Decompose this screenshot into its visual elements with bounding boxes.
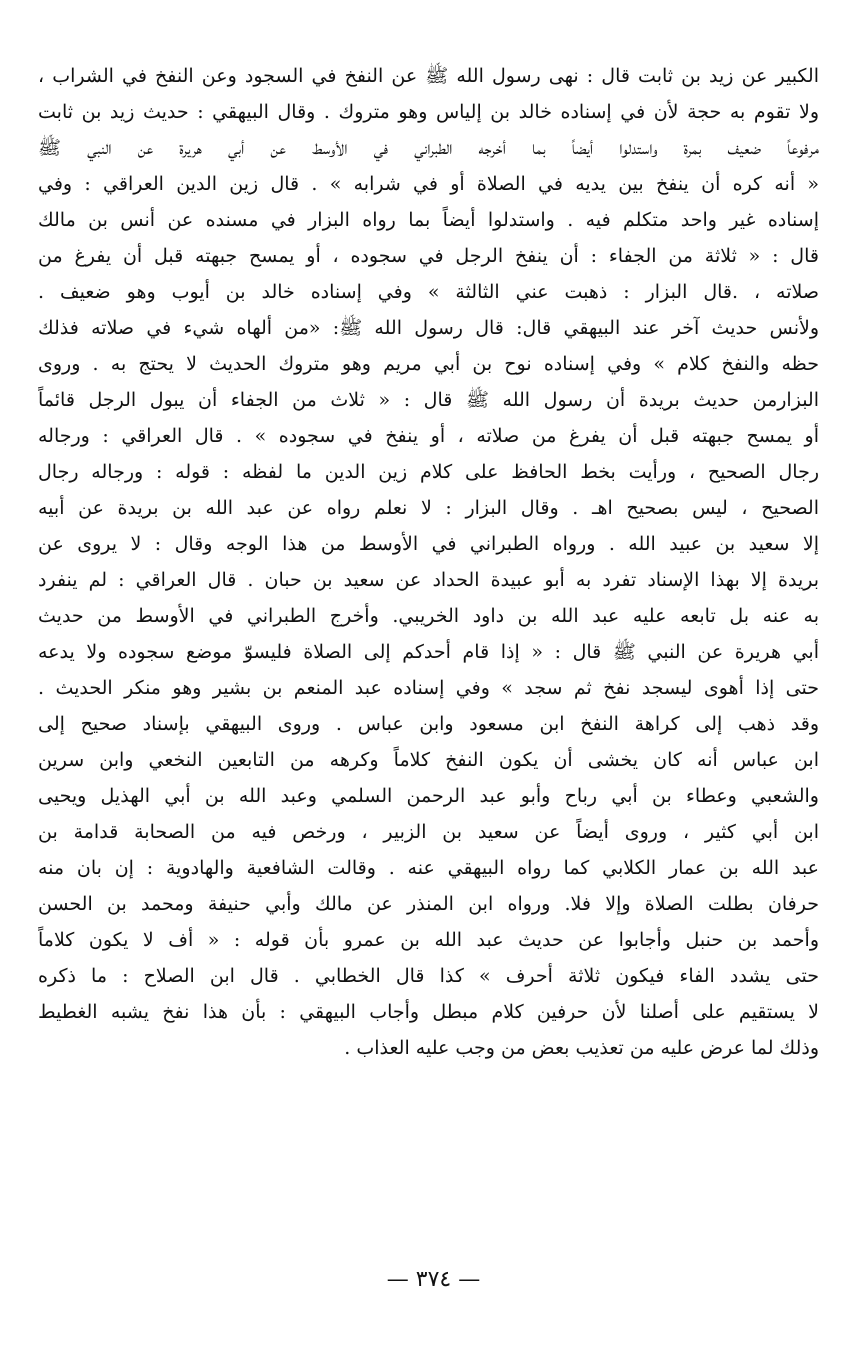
text-line: وذلك لما عرض عليه من تعذيب بعض من وجب عليه العذاب . (344, 1037, 819, 1059)
body-text (38, 58, 819, 1066)
page-number: — ٣٧٤ — (386, 1267, 481, 1292)
text-line: مرفوعاً ضعيف بمرة واستدلوا أيضاً بما أخرجه الطبراني في الأوسط عن أبي هريرة عن النبي ﷺ (38, 137, 819, 159)
text-line: أبي هريرة عن النبي ﷺ قال : « إذا قام أحدكم إلى الصلاة فليسوّ موضع سجوده ولا يدعه (38, 641, 819, 663)
text-line: البزارمن حديث بريدة أن رسول الله ﷺ قال : « ثلاث من الجفاء أن يبول الرجل قائماً (38, 389, 819, 411)
text-line: إلا سعيد بن عبيد الله . ورواه الطبراني في الأوسط من هذا الوجه وقال : لا يروى عن (38, 533, 819, 555)
text-line: عبد الله بن عمار الكلابي كما رواه البيهقي عنه . وقالت الشافعية والهادوية : إن بان منه (38, 857, 819, 879)
text-line: رجال الصحيح ، ورأيت بخط الحافظ على كلام زين الدين ما لفظه : قوله : ورجاله رجال (38, 461, 819, 483)
text-line: إسناده غير واحد متكلم فيه . واستدلوا أيضاً بما رواه البزار في مسنده عن أنس بن مالك (38, 209, 819, 231)
text-line: أو يمسح جبهته قبل أن يفرغ من صلاته ، أو ينفخ في سجوده » . قال العراقي : ورجاله (38, 425, 819, 447)
text-line: لا يستقيم على أصلنا لأن حرفين كلام مبطل وأجاب البيهقي : بأن هذا نفخ يشبه الغطيط (38, 1001, 819, 1023)
text-line: حتى يشدد الفاء فيكون ثلاثة أحرف » كذا قال الخطابي . قال ابن الصلاح : ما ذكره (38, 965, 819, 987)
text-line: حظه والنفخ كلام » وفي إسناده نوح بن أبي مريم وهو متروك الحديث لا يحتج به . وروى (38, 353, 819, 375)
text-line: ولأنس حديث آخر عند البيهقي قال: قال رسول الله ﷺ: «من ألهاه شيء في صلاته فذلك (38, 317, 819, 339)
text-line: حتى إذا أهوى ليسجد نفخ ثم سجد » وفي إسناده عبد المنعم بن بشير وهو منكر الحديث . (38, 677, 819, 699)
text-line: به عنه بل تابعه عليه عبد الله بن داود الخريبي. وأخرج الطبراني في الأوسط من حديث (38, 605, 819, 627)
text-line: الكبير عن زيد بن ثابت قال : نهى رسول الله ﷺ عن النفخ في السجود وعن النفخ في الشراب ، (38, 65, 819, 87)
text-line: قال : « ثلاثة من الجفاء : أن ينفخ الرجل في سجوده ، أو يمسح جبهته قبل أن يفرغ من (38, 245, 819, 267)
text-line: الصحيح ، ليس بصحيح اهـ . وقال البزار : لا نعلم رواه عن عبد الله بن بريدة عن أبيه (38, 497, 819, 519)
text-line: صلاته ، .قال البزار : ذهبت عني الثالثة » وفي إسناده خالد بن أيوب وهو ضعيف . (38, 281, 819, 303)
text-line: والشعبي وعطاء بن أبي رباح وأبو عبد الرحمن السلمي وعبد الله بن أبي الهذيل ويحيى (38, 785, 819, 807)
text-line: ولا تقوم به حجة لأن في إسناده خالد بن إلياس وهو متروك . وقال البيهقي : حديث زيد بن ثابت (38, 101, 819, 123)
text-line: « أنه كره أن ينفخ بين يديه في الصلاة أو في شرابه » . قال زين الدين العراقي : وفي (38, 173, 819, 195)
text-line: وقد ذهب إلى كراهة النفخ ابن مسعود وابن عباس . وروى البيهقي بإسناد صحيح إلى (38, 713, 819, 735)
text-line: ابن عباس أنه كان يخشى أن يكون النفخ كلاماً وكرهه من التابعين النخعي وابن سرين (38, 749, 819, 771)
text-line: وأحمد بن حنبل وأجابوا عن حديث عبد الله بن عمرو بأن قوله : « أف لا يكون كلاماً (38, 929, 819, 951)
text-line: حرفان بطلت الصلاة وإلا فلا. ورواه ابن المنذر عن مالك وأبي حنيفة ومحمد بن الحسن (38, 893, 819, 915)
text-line: بريدة إلا بهذا الإسناد تفرد به أبو عبيدة الحداد عن سعيد بن حبان . قال العراقي : لم ينفرد (38, 569, 819, 591)
text-line: ابن أبي كثير ، وروى أيضاً عن سعيد بن الزبير ، ورخص فيه من الصحابة قدامة بن (38, 821, 819, 843)
